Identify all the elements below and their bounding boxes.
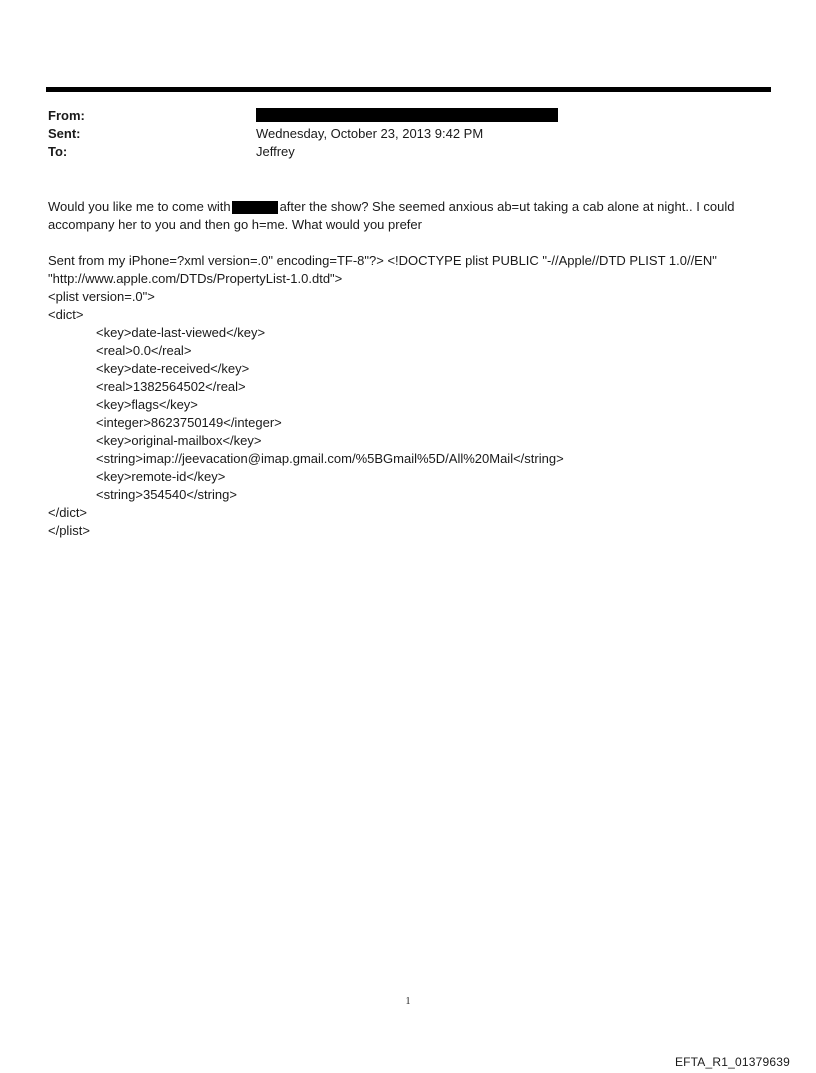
header-rule (46, 87, 771, 92)
dict-line: <integer>8623750149</integer> (96, 415, 282, 430)
to-label: To: (48, 144, 68, 159)
dict-line: <real>1382564502</real> (96, 379, 246, 394)
dict-line: <key>date-last-viewed</key> (96, 325, 266, 340)
from-label: From: (48, 108, 85, 123)
dict-close: </dict> (48, 505, 88, 520)
sent-value: Wednesday, October 23, 2013 9:42 PM (256, 126, 484, 141)
redaction-box (256, 108, 558, 122)
signature-line-2: "http://www.apple.com/DTDs/PropertyList-1.0.dtd"> (48, 271, 343, 286)
dict-line: <string>imap://jeevacation@imap.gmail.com/%5BGmail%5D/All%20Mail</string> (96, 451, 564, 466)
dict-line: <key>original-mailbox</key> (96, 433, 262, 448)
message-line-1: Would you like me to come with after the show? She seemed anxious ab=ut taking a cab alone at night.. I could (48, 199, 735, 214)
page-number: 1 (405, 996, 411, 1007)
from-redacted-value (256, 105, 558, 123)
message-line-2: accompany her to you and then go h=me. What would you prefer (48, 217, 422, 232)
dict-line: <real>0.0</real> (96, 343, 192, 358)
plist-open: <plist version=.0"> (48, 289, 155, 304)
to-value: Jeffrey (256, 144, 295, 159)
document-id: EFTA_R1_01379639 (674, 1055, 790, 1069)
dict-line: <string>354540</string> (96, 487, 237, 502)
sent-label: Sent: (48, 126, 81, 141)
signature-block (48, 252, 768, 540)
message-paragraph (48, 198, 768, 234)
redaction-box (232, 201, 278, 214)
dict-line: <key>date-received</key> (96, 361, 250, 376)
dict-line: <key>remote-id</key> (96, 469, 226, 484)
message-body (48, 198, 768, 540)
dict-line: <key>flags</key> (96, 397, 198, 412)
signature-line-1: Sent from my iPhone=?xml version=.0" encoding=TF-8"?> <!DOCTYPE plist PUBLIC "-//Apple//DTD PLIST 1.0//EN" (48, 253, 717, 268)
dict-open: <dict> (48, 307, 84, 322)
plist-close: </plist> (48, 523, 90, 538)
